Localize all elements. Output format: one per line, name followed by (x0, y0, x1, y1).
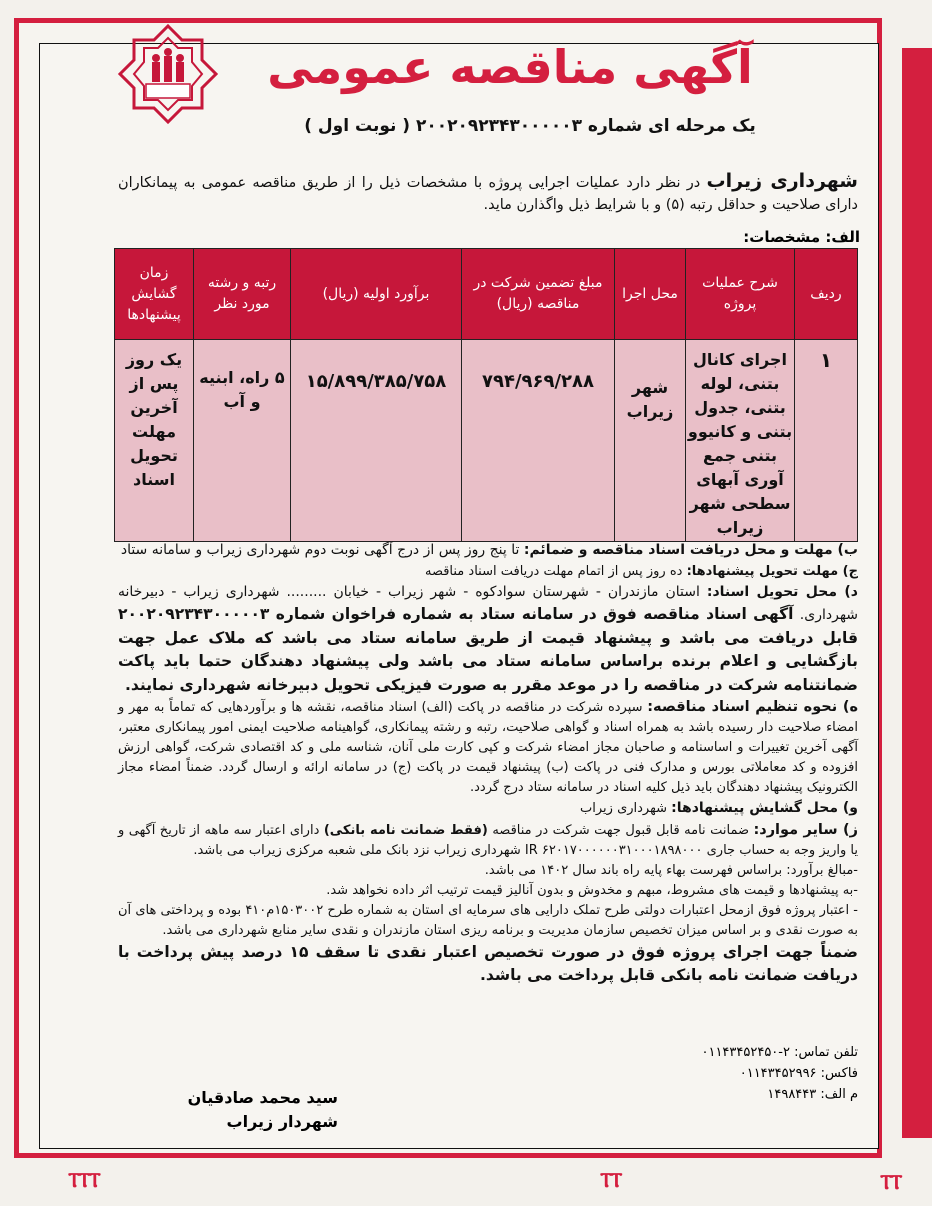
section-b (118, 540, 858, 562)
table-header-row (115, 249, 858, 340)
reference-number: م الف: ۱۴۹۸۴۴۳ (767, 1087, 858, 1102)
footer-code-right: ⲦⲦ (880, 1170, 901, 1194)
signatory-role: شهردار زیراب (226, 1112, 338, 1131)
section-e (118, 697, 858, 798)
col-opening-time: زمان گشایش پیشنهادها (115, 249, 194, 340)
section-b-text: تا پنج روز پس از درج آگهی نوبت دوم شهرداری زیراب و سامانه ستاد (120, 542, 524, 558)
col-guarantee-amount: مبلغ تضمین شرکت در مناقصه (ریال) (462, 249, 615, 340)
municipality-logo (116, 22, 220, 134)
section-b-label: ب) مهلت و محل دریافت اسناد مناقصه و ضمائم: (523, 542, 858, 558)
section-z-text: ضمانت نامه قابل قبول جهت شرکت در مناقصه (487, 822, 754, 838)
cell-location: شهر زیراب (615, 340, 686, 542)
cell-rank-field: ۵ راه، ابنیه و آب (194, 340, 291, 542)
footer-code-middle: ⲦⲦ (600, 1168, 621, 1192)
right-red-strip (902, 48, 932, 1138)
section-d-announcement: آگهی اسناد مناقصه فوق در سامانه ستاد به شماره فراخوان شماره ۲۰۰۲۰۹۲۳۴۳۰۰۰۰۰۳ قابل دریافت می باشد و پیشنهاد قیمت از طریق سامانه ستاد می باشد که ملاک عمل جهت بازگشایی و اعلام برنده براساس سامانه ستاد می باشد ولی پیشنهاد دهندگان حتما باید پاکت ضمانتنامه شرکت در مناقصه را در موعد مقرر به صورت فیزیکی تحویل دبیرخانه شهرداری نمایند. (118, 605, 858, 694)
bullet-funding: - اعتبار پروژه فوق ازمحل اعتبارات دولتی طرح تملک دارایی های سرمایه ای استان به شماره طرح ۱۵۰۳۰۰۲م۴۱۰ بوده و پرداختی های آن به صورت نقدی و بر اساس میزان تخصیص سازمان مدیریت و برنامه ریزی استان مازندران و نقدی سایر منابع شهرداری می باشد. (118, 902, 858, 938)
section-d-text: استان مازندران - شهرستان سوادکوه - شهر زیراب - خیابان ......... شهرداری زیراب - دبیرخانه شهرداری. (118, 583, 858, 623)
contact-info (640, 1042, 858, 1105)
phone-number: تلفن تماس: ۲-۰۱۱۴۳۴۵۲۴۵۰ (701, 1045, 858, 1060)
section-a-label: الف: مشخصات: (743, 228, 860, 246)
intro-paragraph (118, 170, 858, 216)
section-e-text: سپرده شرکت در مناقصه در پاکت (الف) اسناد مناقصه، نقشه ها و برآوردهایی که تماماً به مهر و امضاء صلاحیت دار رسیده باشد به همراه اسناد و گواهی صلاحیت، رتبه و رشته پیمانکاری، گواهینامه صلاحیت ایمنی امور پیمانکاری معتبر، آگهی آخرین تغییرات و اساسنامه و صاحبان مجاز امضاء شرکت و کپی کارت ملی آنان، شناسه ملی و کد اقتصادی شرکت، گواهی ارزش افزوده و کد معاملاتی بورس و مدارک فنی در پاکت (ب) پیشنهاد قیمت در پاکت (ج) در سامانه ارائه و ارسال گردد. ضمناً امضاء مجاز الکترونیک پیشنهاد دهندگان باید ذیل کلیه اسناد در سامانه ستاد درج گردد. (118, 700, 858, 795)
fax-number: فاکس: ۰۱۱۴۳۴۵۲۹۹۶ (739, 1066, 858, 1081)
section-v-text: شهرداری زیراب (580, 801, 672, 816)
section-z-label: ز) سایر موارد: (753, 821, 858, 838)
cell-opening-time: یک روز پس از آخرین مهلت تحویل اسناد (115, 340, 194, 542)
section-c (118, 562, 858, 582)
table-row (115, 340, 858, 542)
col-initial-estimate: برآورد اولیه (ریال) (291, 249, 462, 340)
footer-code-left: ⲦⲦⲦ (68, 1168, 99, 1192)
cell-guarantee-amount: ۷۹۴/۹۶۹/۲۸۸ (462, 340, 615, 542)
organization-name: شهرداری زیراب (706, 170, 858, 192)
section-d-label: د) محل تحویل اسناد: (706, 583, 858, 600)
specifications-table (114, 248, 858, 542)
final-note: ضمناً جهت اجرای پروژه فوق در صورت تخصیص اعتبار نقدی تا سقف ۱۵ درصد پیش پرداخت با دریافت ضمانت نامه بانکی قابل پرداخت می باشد. (118, 942, 858, 984)
page-title: آگهی مناقصه عمومی (267, 40, 753, 94)
col-location: محل اجرا (615, 249, 686, 340)
section-e-label: ه) نحوه تنظیم اسناد مناقصه: (647, 699, 859, 715)
section-c-label: ج) مهلت تحویل پیشنهادها: (686, 563, 858, 579)
col-row-number: ردیف (795, 249, 858, 340)
signatory-name: سید محمد صادقیان (187, 1088, 338, 1107)
cell-initial-estimate: ۱۵/۸۹۹/۳۸۵/۷۵۸ (291, 340, 462, 542)
signature-block (118, 1086, 338, 1134)
intro-text: در نظر دارد عملیات اجرایی پروژه با مشخصات ذیل را از طریق مناقصه عمومی به پیمانکاران دارای صلاحیت و حداقل رتبه (۵) و با شرایط ذیل واگذارن ماید. (118, 175, 858, 213)
conditions-text (118, 540, 858, 987)
col-rank-field: رتبه و رشته مورد نظر (194, 249, 291, 340)
section-z-text-2: دارای اعتبار سه ماهه از تاریخ آگهی و یا واریز وجه به حساب جاری IR ۶۲۰۱۷۰۰۰۰۰۰۳۱۰۰۰۱۸۹۸۰۰۰ شهرداری زیراب نزد بانک ملی شعبه مرکزی زیراب می باشد. (118, 822, 858, 858)
bullet-estimate: -مبالغ برآورد: براساس فهرست بهاء پایه راه باند سال ۱۴۰۲ می باشد. (484, 862, 858, 878)
section-v-label: و) محل گشایش پیشنهادها: (671, 800, 858, 816)
section-z (118, 820, 858, 861)
section-v (118, 798, 858, 820)
cell-project-description: اجرای کانال بتنی، لوله بتنی، جدول بتنی و کانیوو بتنی جمع آوری آبهای سطحی شهر زیراب (686, 340, 795, 542)
col-project-description: شرح عملیات پروژه (686, 249, 795, 340)
cell-row-number: ۱ (795, 340, 858, 542)
bullet-conditional-offers: -به پیشنهادها و قیمت های مشروط، مبهم و مخدوش و بدون آنالیز قیمت ترتیب اثر داده نخواهد شد. (326, 882, 858, 898)
section-c-text: ده روز پس از اتمام مهلت دریافت اسناد مناقصه (424, 563, 687, 579)
tender-number: یک مرحله ای شماره ۲۰۰۲۰۹۲۳۴۳۰۰۰۰۰۳ ( نوبت اول ) (304, 116, 756, 136)
section-d (118, 582, 858, 698)
section-z-bank-guarantee: (فقط ضمانت نامه بانکی) (323, 822, 488, 838)
